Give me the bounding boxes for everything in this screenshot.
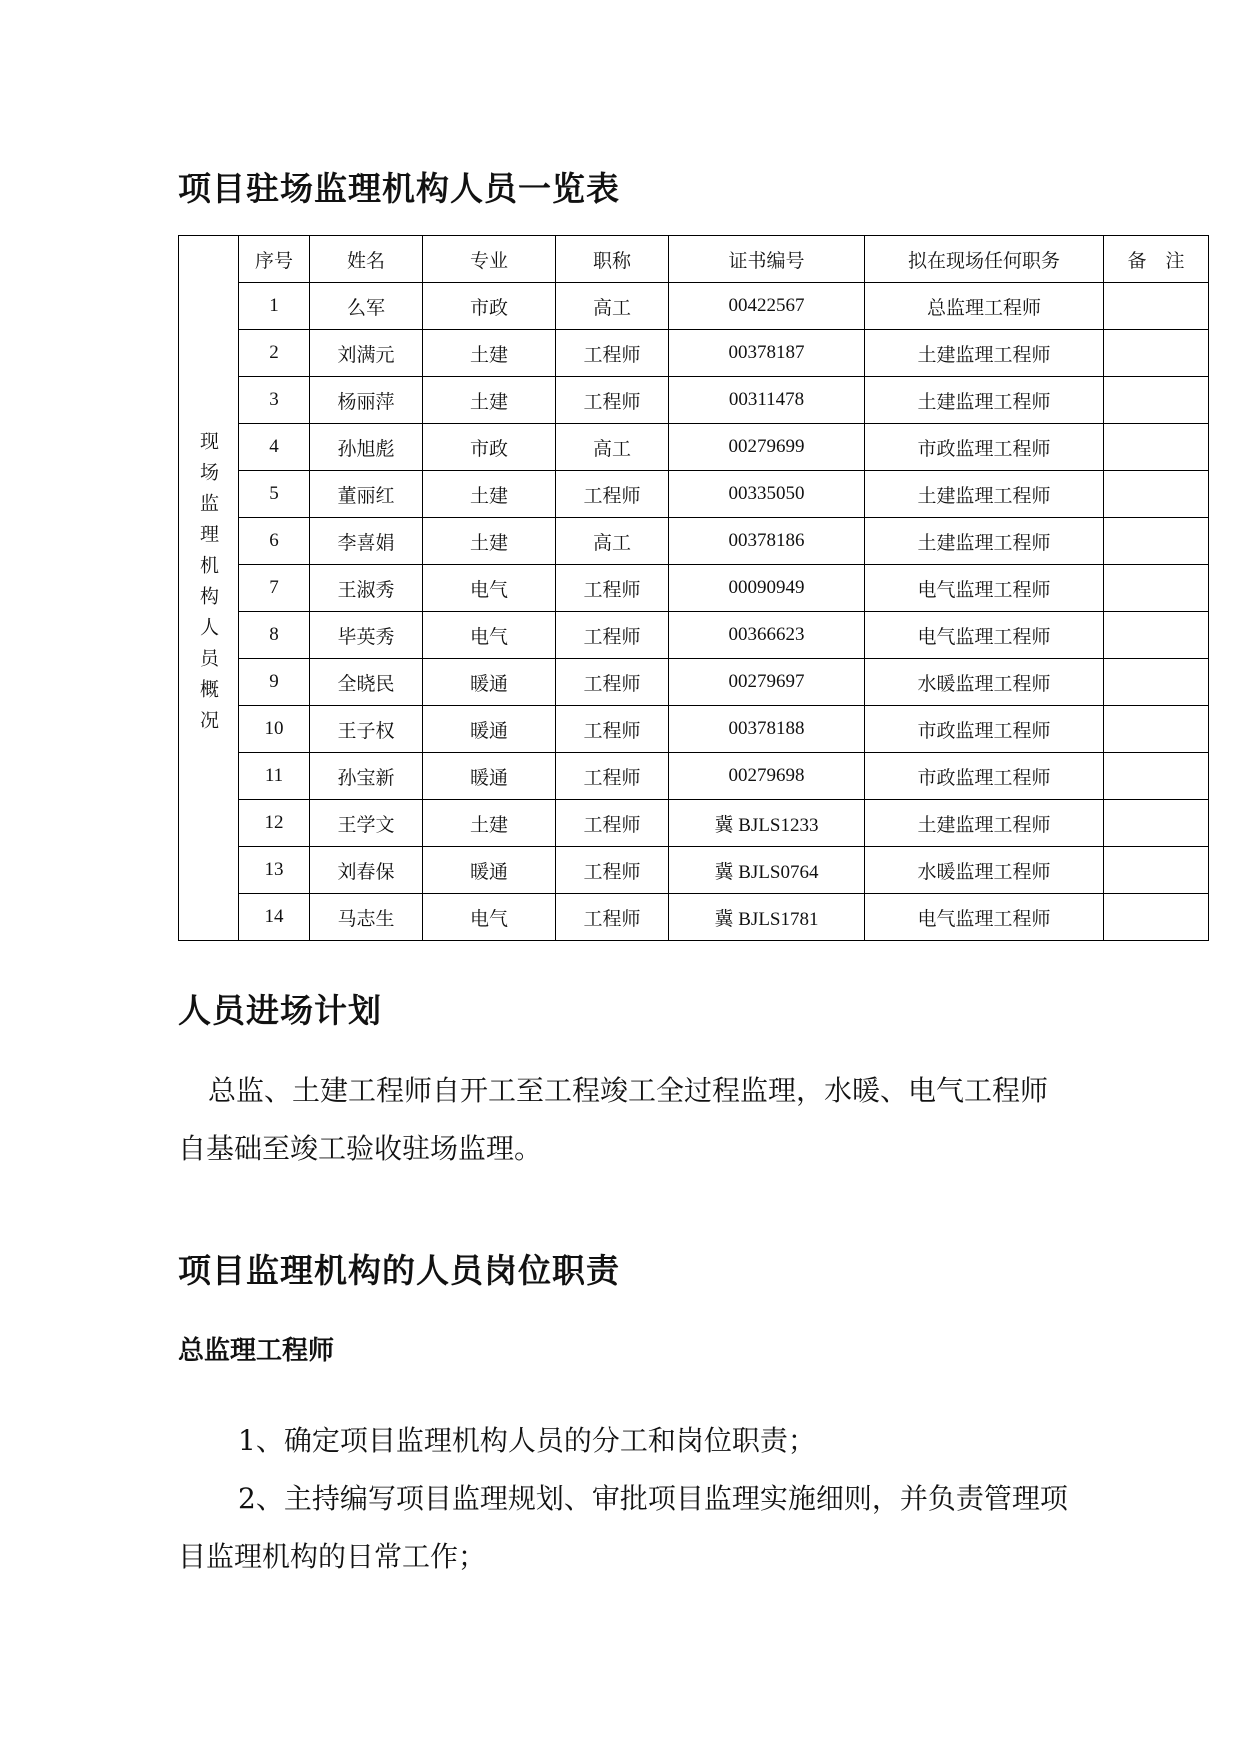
row-note <box>1104 847 1209 894</box>
row-role: 市政监理工程师 <box>865 706 1104 753</box>
header-cert: 证书编号 <box>669 236 865 283</box>
row-name: 杨丽萍 <box>310 377 423 424</box>
row-major: 土建 <box>423 330 556 377</box>
row-title: 工程师 <box>556 847 669 894</box>
row-cert: 00378186 <box>669 518 865 565</box>
table-row <box>179 847 1209 894</box>
row-title: 工程师 <box>556 706 669 753</box>
row-number: 10 <box>239 706 310 753</box>
row-name: 王子权 <box>310 706 423 753</box>
row-title: 工程师 <box>556 894 669 941</box>
table-row <box>179 659 1209 706</box>
row-cert: 00090949 <box>669 565 865 612</box>
table-row <box>179 753 1209 800</box>
table-row <box>179 330 1209 377</box>
row-number: 11 <box>239 753 310 800</box>
row-number: 3 <box>239 377 310 424</box>
row-number: 14 <box>239 894 310 941</box>
table-row <box>179 894 1209 941</box>
row-cert: 00378188 <box>669 706 865 753</box>
row-name: 毕英秀 <box>310 612 423 659</box>
row-number: 12 <box>239 800 310 847</box>
row-number: 7 <box>239 565 310 612</box>
row-name: 刘春保 <box>310 847 423 894</box>
row-name: 刘满元 <box>310 330 423 377</box>
row-cert: 00366623 <box>669 612 865 659</box>
subheading-chief-engineer: 总监理工程师 <box>178 1336 335 1366</box>
table-row <box>179 471 1209 518</box>
duty-item-2-line-1: 2、主持编写项目监理规划、审批项目监理实施细则，并负责管理项 <box>238 1482 1068 1515</box>
row-note <box>1104 753 1209 800</box>
table-header-row <box>179 236 1209 283</box>
table-row <box>179 612 1209 659</box>
row-cert: 00422567 <box>669 283 865 330</box>
row-name: 么军 <box>310 283 423 330</box>
row-cert: 00378187 <box>669 330 865 377</box>
row-major: 电气 <box>423 565 556 612</box>
duty-item-1: 1、确定项目监理机构人员的分工和岗位职责； <box>238 1424 816 1457</box>
side-label-cell <box>179 236 239 941</box>
duty-item-2-line-2: 目监理机构的日常工作； <box>178 1540 487 1573</box>
section-heading-entry-plan: 人员进场计划 <box>178 991 382 1030</box>
row-title: 工程师 <box>556 330 669 377</box>
row-role: 土建监理工程师 <box>865 518 1104 565</box>
row-major: 土建 <box>423 471 556 518</box>
staff-table-body <box>179 236 1209 941</box>
row-number: 13 <box>239 847 310 894</box>
row-major: 暖通 <box>423 659 556 706</box>
row-title: 工程师 <box>556 753 669 800</box>
row-cert: 冀 BJLS1781 <box>669 894 865 941</box>
row-title: 高工 <box>556 283 669 330</box>
row-cert: 00335050 <box>669 471 865 518</box>
row-title: 高工 <box>556 518 669 565</box>
row-title: 工程师 <box>556 377 669 424</box>
row-major: 电气 <box>423 894 556 941</box>
row-note <box>1104 659 1209 706</box>
side-label: 现场监理机构人员概况 <box>197 430 219 741</box>
row-title: 工程师 <box>556 659 669 706</box>
row-cert: 00279698 <box>669 753 865 800</box>
row-number: 1 <box>239 283 310 330</box>
row-title: 工程师 <box>556 612 669 659</box>
row-note <box>1104 565 1209 612</box>
row-cert: 00279697 <box>669 659 865 706</box>
row-role: 市政监理工程师 <box>865 753 1104 800</box>
header-name: 姓名 <box>310 236 423 283</box>
row-number: 5 <box>239 471 310 518</box>
table-row <box>179 518 1209 565</box>
row-role: 电气监理工程师 <box>865 612 1104 659</box>
header-major: 专业 <box>423 236 556 283</box>
row-name: 王淑秀 <box>310 565 423 612</box>
row-role: 总监理工程师 <box>865 283 1104 330</box>
row-title: 工程师 <box>556 565 669 612</box>
row-note <box>1104 424 1209 471</box>
row-note <box>1104 283 1209 330</box>
row-role: 土建监理工程师 <box>865 471 1104 518</box>
row-cert: 冀 BJLS0764 <box>669 847 865 894</box>
row-number: 8 <box>239 612 310 659</box>
section-heading-duties: 项目监理机构的人员岗位职责 <box>178 1251 620 1290</box>
table-row <box>179 424 1209 471</box>
row-major: 电气 <box>423 612 556 659</box>
row-note <box>1104 894 1209 941</box>
row-role: 电气监理工程师 <box>865 894 1104 941</box>
row-name: 孙宝新 <box>310 753 423 800</box>
table-row <box>179 377 1209 424</box>
row-role: 土建监理工程师 <box>865 800 1104 847</box>
row-major: 暖通 <box>423 706 556 753</box>
row-number: 2 <box>239 330 310 377</box>
entry-plan-line-2: 自基础至竣工验收驻场监理。 <box>178 1132 543 1165</box>
staff-table <box>178 235 1209 941</box>
row-cert: 冀 BJLS1233 <box>669 800 865 847</box>
table-row <box>179 565 1209 612</box>
row-major: 市政 <box>423 283 556 330</box>
row-note <box>1104 471 1209 518</box>
row-title: 工程师 <box>556 471 669 518</box>
row-name: 全晓民 <box>310 659 423 706</box>
row-note <box>1104 612 1209 659</box>
row-name: 董丽红 <box>310 471 423 518</box>
row-note <box>1104 330 1209 377</box>
row-cert: 00311478 <box>669 377 865 424</box>
row-role: 市政监理工程师 <box>865 424 1104 471</box>
row-major: 市政 <box>423 424 556 471</box>
row-title: 高工 <box>556 424 669 471</box>
row-note <box>1104 800 1209 847</box>
table-row <box>179 283 1209 330</box>
row-name: 李喜娟 <box>310 518 423 565</box>
header-title: 职称 <box>556 236 669 283</box>
header-note: 备 注 <box>1104 236 1209 283</box>
row-title: 工程师 <box>556 800 669 847</box>
row-note <box>1104 518 1209 565</box>
row-note <box>1104 706 1209 753</box>
row-role: 水暖监理工程师 <box>865 847 1104 894</box>
row-role: 土建监理工程师 <box>865 377 1104 424</box>
row-cert: 00279699 <box>669 424 865 471</box>
entry-plan-line-1: 总监、土建工程师自开工至工程竣工全过程监理，水暖、电气工程师 <box>208 1074 1049 1107</box>
row-major: 土建 <box>423 518 556 565</box>
row-major: 暖通 <box>423 753 556 800</box>
row-role: 水暖监理工程师 <box>865 659 1104 706</box>
row-major: 土建 <box>423 800 556 847</box>
table-row <box>179 800 1209 847</box>
page-title: 项目驻场监理机构人员一览表 <box>178 169 620 208</box>
table-row <box>179 706 1209 753</box>
header-no: 序号 <box>239 236 310 283</box>
row-number: 6 <box>239 518 310 565</box>
row-name: 王学文 <box>310 800 423 847</box>
row-name: 马志生 <box>310 894 423 941</box>
row-note <box>1104 377 1209 424</box>
row-number: 9 <box>239 659 310 706</box>
row-name: 孙旭彪 <box>310 424 423 471</box>
row-number: 4 <box>239 424 310 471</box>
row-major: 暖通 <box>423 847 556 894</box>
row-role: 电气监理工程师 <box>865 565 1104 612</box>
row-role: 土建监理工程师 <box>865 330 1104 377</box>
header-role: 拟在现场任何职务 <box>865 236 1104 283</box>
row-major: 土建 <box>423 377 556 424</box>
